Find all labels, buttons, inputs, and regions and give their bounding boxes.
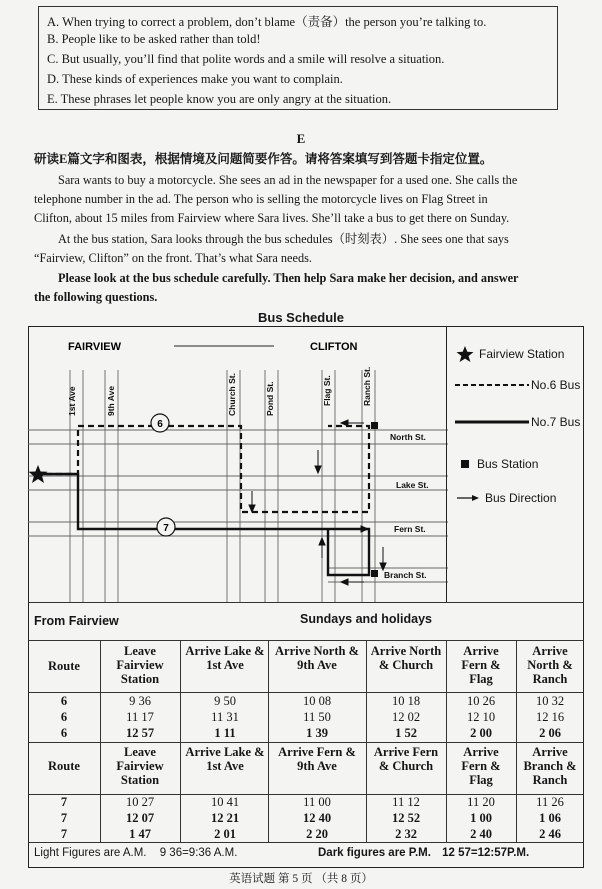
table-line: [446, 640, 447, 842]
option-c: C. But usually, you’ll find that polite words and a smile will resolve a situation.: [47, 52, 445, 66]
route-6-badge-label: 6: [157, 419, 163, 430]
station-north-ranch: [371, 422, 378, 429]
from-fairview-label: From Fairview: [34, 614, 119, 628]
t2-time-cell: 11 26: [536, 795, 564, 809]
note-dark-text: Dark figures are P.M.: [318, 847, 431, 859]
page-footer: 英语试题 第 5 页 （共 8 页）: [229, 873, 373, 885]
t2-time-cell: 2 20: [306, 827, 328, 841]
t1-header-leave: Leave Fairview Station: [116, 644, 164, 686]
street-label-1st-ave: 1st Ave: [67, 386, 77, 416]
street-label-lake-st: Lake St.: [396, 480, 429, 490]
table-line: [28, 640, 584, 641]
legend-bus-direction: Bus Direction: [485, 491, 557, 505]
t1-time-cell: 12 16: [535, 710, 565, 724]
note-light: [34, 847, 237, 859]
legend: [446, 326, 585, 602]
t1-time-cell: 12 02: [391, 710, 421, 724]
t1-header-north-church: Arrive North & Church: [370, 644, 442, 672]
table-line: [28, 692, 584, 693]
t2-time-cell: 11 12: [392, 795, 420, 809]
town-fairview: FAIRVIEW: [68, 341, 121, 353]
legend-square-icon: [461, 460, 469, 468]
t2-route-cell: 7: [60, 827, 68, 841]
t1-time-cell: 1 39: [306, 726, 328, 740]
street-label-9th-ave: 9th Ave: [106, 385, 116, 416]
t1-time-cell: 11 17: [126, 710, 154, 724]
option-e: E. These phrases let people know you are only angry at the situation.: [47, 92, 392, 106]
t1-time-cell: 1 52: [395, 726, 417, 740]
station-branch-ranch: [371, 570, 378, 577]
note-dark-example: 12 57=12:57P.M.: [442, 847, 530, 859]
t1-header-fern-flag: Arrive Fern & Flag: [461, 644, 501, 686]
note-light-example: 9 36=9:36 A.M.: [159, 847, 238, 859]
option-a: A. When trying to correct a problem, don’t blame（责备）the person you’re talking to.: [47, 15, 487, 29]
schedule-title: Bus Schedule: [258, 310, 344, 325]
t1-time-cell: 12 10: [466, 710, 496, 724]
table-line: [100, 640, 101, 842]
map-table-divider: [28, 602, 584, 603]
t1-route-cell: 6: [60, 694, 68, 708]
t1-time-cell: 10 18: [391, 694, 421, 708]
legend-bus-station: Bus Station: [477, 457, 539, 471]
t2-header-branch-ranch: Arrive Branch & Ranch: [523, 745, 577, 787]
para3-line2: the following questions.: [34, 290, 158, 304]
street-label-pond-st: Pond St.: [265, 381, 275, 416]
t2-route-cell: 7: [60, 811, 68, 825]
t2-header-fern-church: Arrive Fern & Church: [373, 745, 439, 773]
t2-time-cell: 12 52: [391, 811, 421, 825]
fairview-station-star-icon: [29, 465, 48, 483]
para2-line1: At the bus station, Sara looks through the bus schedules（时刻表）. She sees one that says: [58, 232, 509, 246]
t2-time-cell: 2 46: [539, 827, 561, 841]
note-dark: [318, 847, 529, 859]
t1-time-cell: 10 08: [302, 694, 332, 708]
t2-time-cell: 1 47: [129, 827, 151, 841]
table-line: [268, 640, 269, 842]
t1-header-route: Route: [48, 659, 80, 673]
direction-arrows: [249, 420, 386, 585]
para1-line2: telephone number in the ad. The person who is selling the motorcycle lives on Flag Street in: [34, 192, 488, 206]
legend-fairview-station: Fairview Station: [479, 347, 565, 361]
t1-time-cell: 12 57: [125, 726, 155, 740]
t2-time-cell: 10 27: [125, 795, 155, 809]
street-label-north-st: North St.: [390, 432, 426, 442]
t1-time-cell: 10 26: [466, 694, 496, 708]
t1-time-cell: 11 50: [303, 710, 331, 724]
t2-route-cell: 7: [60, 795, 68, 809]
table-line: [366, 640, 367, 842]
table-line: [180, 640, 181, 842]
t2-time-cell: 12 40: [302, 811, 332, 825]
t2-header-lake-1st: Arrive Lake & 1st Ave: [185, 745, 265, 773]
t2-time-cell: 12 07: [125, 811, 155, 825]
t2-time-cell: 2 32: [395, 827, 417, 841]
t1-header-north-9th: Arrive North & 9th Ave: [275, 644, 359, 672]
para3-line1: Please look at the bus schedule carefully. Then help Sara make her decision, and answer: [58, 271, 519, 285]
section-instruction: 研读E篇文字和图表，根据情境及问题简要作答。请将答案填写到答题卡指定位置。: [34, 152, 493, 166]
street-label-flag-st: Flag St.: [322, 375, 332, 406]
street-label-church-st: Church St.: [227, 373, 237, 416]
t2-time-cell: 1 06: [539, 811, 561, 825]
t2-time-cell: 2 01: [214, 827, 236, 841]
para1-line1: Sara wants to buy a motorcycle. She sees an ad in the newspaper for a used one. She calls the: [58, 173, 518, 187]
t1-header-lake-1st: Arrive Lake & 1st Ave: [185, 644, 265, 672]
t2-time-cell: 11 00: [303, 795, 331, 809]
t2-header-fern-9th: Arrive Fern & 9th Ave: [278, 745, 356, 773]
note-light-text: Light Figures are A.M.: [34, 847, 147, 859]
table-line: [28, 742, 584, 743]
route-7-badge-label: 7: [163, 523, 169, 534]
t1-time-cell: 2 06: [539, 726, 561, 740]
street-label-branch-st: Branch St.: [384, 570, 427, 580]
t2-time-cell: 12 21: [210, 811, 240, 825]
t2-time-cell: 2 40: [470, 827, 492, 841]
legend-no6-bus: No.6 Bus: [531, 378, 581, 392]
t2-header-leave: Leave Fairview Station: [116, 745, 164, 787]
street-label-fern-st: Fern St.: [394, 524, 426, 534]
t1-time-cell: 9 36: [129, 694, 151, 708]
street-label-ranch-st: Ranch St.: [362, 366, 372, 406]
table-line: [28, 842, 584, 843]
town-clifton: CLIFTON: [310, 341, 358, 353]
legend-star-icon: [457, 346, 474, 362]
legend-no7-bus: No.7 Bus: [531, 415, 581, 429]
t1-time-cell: 9 50: [214, 694, 236, 708]
horizontal-streets: [28, 430, 448, 582]
days-label: Sundays and holidays: [300, 612, 432, 626]
t2-header-fern-flag: Arrive Fern & Flag: [461, 745, 501, 787]
bus-map: [28, 326, 448, 602]
option-d: D. These kinds of experiences make you want to complain.: [47, 72, 343, 86]
t1-time-cell: 1 11: [214, 726, 236, 740]
t1-time-cell: 2 00: [470, 726, 492, 740]
options-box: [38, 6, 558, 110]
t1-route-cell: 6: [60, 710, 68, 724]
section-letter: E: [296, 131, 306, 146]
t2-time-cell: 11 20: [467, 795, 495, 809]
para1-line3: Clifton, about 15 miles from Fairview where Sara lives. She’ll take a bus to get there on Sunday.: [34, 211, 510, 225]
t2-header-route: Route: [48, 759, 80, 773]
t2-time-cell: 10 41: [210, 795, 240, 809]
t1-time-cell: 10 32: [535, 694, 565, 708]
para2-line2: “Fairview, Clifton” on the front. That’s what Sara needs.: [34, 251, 312, 265]
table-line: [516, 640, 517, 842]
t1-route-cell: 6: [60, 726, 68, 740]
option-b: B. People like to be asked rather than told!: [47, 32, 261, 46]
t1-header-north-ranch: Arrive North & Ranch: [527, 644, 573, 686]
route-7-line: [36, 474, 369, 575]
t2-time-cell: 1 00: [470, 811, 492, 825]
t1-time-cell: 11 31: [211, 710, 239, 724]
